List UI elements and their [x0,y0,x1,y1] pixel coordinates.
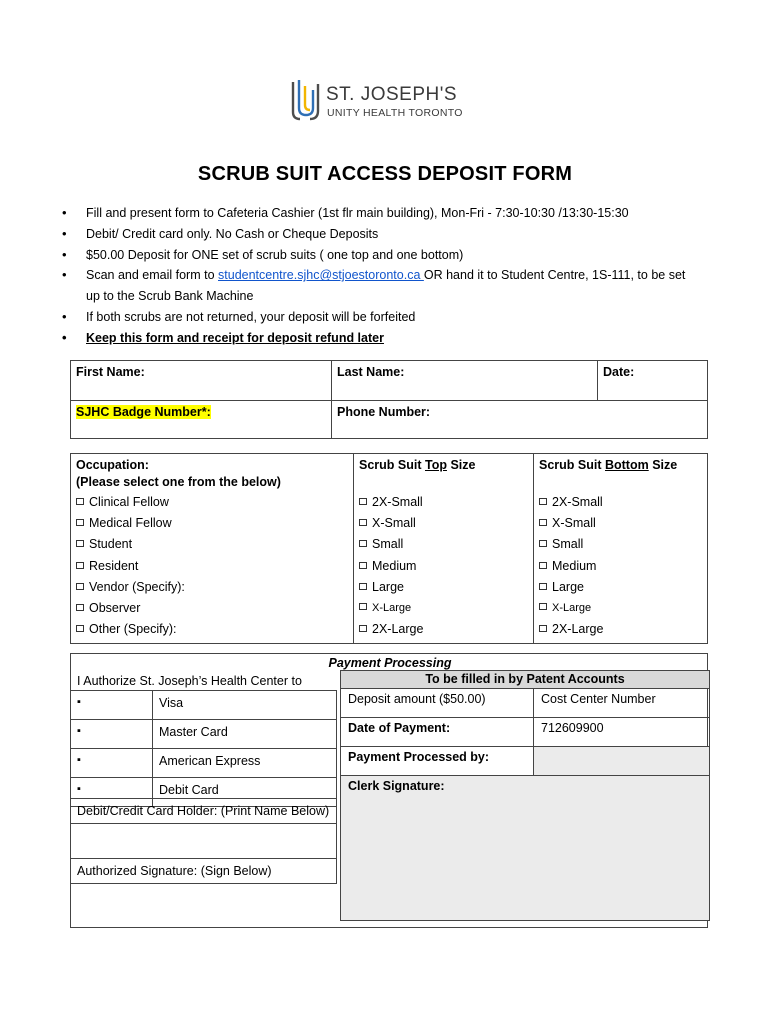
checkbox-icon[interactable] [76,562,84,569]
logo-subtitle: UNITY HEALTH TORONTO [327,107,463,119]
bottom-size-option[interactable]: X-Large [539,598,702,619]
accounts-table [340,670,710,921]
checkbox-icon[interactable] [539,603,547,610]
bottom-size-option[interactable]: 2X-Small [539,492,702,513]
date-field[interactable] [598,361,708,401]
form-title: SCRUB SUIT ACCESS DEPOSIT FORM [197,163,573,185]
bottom-size-option[interactable]: Large [539,577,702,598]
bottom-size-column [534,454,708,644]
instruction-item: • Debit/ Credit card only. No Cash or Cheque Deposits [60,224,720,245]
top-size-option[interactable]: Large [359,577,528,598]
checkbox-icon[interactable] [359,519,367,526]
badge-number-label: SJHC Badge Number*: [76,405,211,419]
card-label: Master Card [153,720,337,749]
top-size-option[interactable]: 2X-Large [359,619,528,640]
checkbox-icon[interactable] [76,540,84,547]
first-name-field[interactable] [71,361,332,401]
checkbox-icon[interactable] [359,625,367,632]
occupation-option[interactable]: Resident [76,556,348,577]
top-size-option[interactable]: X-Large [359,598,528,619]
occupation-option[interactable]: Observer [76,598,348,619]
checkbox-icon[interactable] [539,498,547,505]
instruction-item: • If both scrubs are not returned, your deposit will be forfeited [60,307,720,328]
bullet-icon: ▪ [71,720,153,749]
phone-number-field[interactable] [332,401,708,439]
instruction-text: up to the Scrub Bank Machine [86,289,254,304]
top-size-option[interactable]: 2X-Small [359,492,528,513]
top-size-option[interactable]: Small [359,534,528,555]
occupation-option[interactable]: Other (Specify): [76,619,348,640]
bottom-size-option[interactable]: X-Small [539,513,702,534]
instruction-item: • Keep this form and receipt for deposit refund later [60,328,720,349]
cost-center-label: Cost Center Number [534,689,710,718]
card-label: Debit Card [153,778,337,807]
bullet-icon: ▪ [71,778,153,807]
occupation-option[interactable]: Vendor (Specify): [76,577,348,598]
date-label: Date: [603,365,635,379]
bullet-icon: ▪ [71,749,153,778]
checkbox-icon[interactable] [539,519,547,526]
badge-number-field[interactable] [71,401,332,439]
bottom-size-header: Scrub Suit Bottom Size [539,458,678,472]
instruction-item: • $50.00 Deposit for ONE set of scrub suits ( one top and one bottom) [60,245,720,266]
bottom-size-option[interactable]: Medium [539,556,702,577]
cardholder-name-field[interactable] [71,824,337,859]
cost-center-value: 712609900 [534,718,710,747]
phone-number-label: Phone Number: [337,405,431,419]
checkbox-icon[interactable] [539,540,547,547]
card-option-visa[interactable] [71,691,337,720]
occupation-option[interactable]: Medical Fellow [76,513,348,534]
checkbox-icon[interactable] [76,604,84,611]
top-size-option[interactable]: Medium [359,556,528,577]
checkbox-icon[interactable] [76,625,84,632]
checkbox-icon[interactable] [359,498,367,505]
occupation-header: Occupation: [76,458,149,472]
card-option-amex[interactable] [71,749,337,778]
card-label: American Express [153,749,337,778]
personal-info-table [70,360,708,439]
checkbox-icon[interactable] [76,498,84,505]
top-size-header: Scrub Suit Top Size [359,458,476,472]
first-name-label: First Name: [76,365,145,379]
occupation-option[interactable]: Student [76,534,348,555]
checkbox-icon[interactable] [539,625,547,632]
top-size-option[interactable]: X-Small [359,513,528,534]
checkbox-icon[interactable] [76,583,84,590]
checkbox-icon[interactable] [359,540,367,547]
instructions-list [60,203,720,349]
cardholder-table [70,798,337,884]
checkbox-icon[interactable] [76,519,84,526]
bottom-size-option[interactable]: 2X-Large [539,619,702,640]
logo-name: ST. JOSEPH'S [326,84,458,105]
card-option-mastercard[interactable] [71,720,337,749]
payment-title: Payment Processing [328,656,452,670]
card-label: Visa [153,691,337,720]
deposit-amount-label: Deposit amount ($50.00) [341,689,534,718]
top-size-column [354,454,534,644]
checkbox-icon[interactable] [359,583,367,590]
bullet-icon: ▪ [71,691,153,720]
checkbox-icon[interactable] [539,583,547,590]
card-type-table [70,690,337,807]
checkbox-icon[interactable] [539,562,547,569]
accounts-header: To be filled in by Patent Accounts [341,671,710,689]
hospital-logo [290,78,480,124]
occupation-column [71,454,354,644]
bottom-size-option[interactable]: Small [539,534,702,555]
instruction-item: • Fill and present form to Cafeteria Cashier (1st flr main building), Mon-Fri - 7:30-10:30 /13:30-15:30 [60,203,720,224]
checkbox-icon[interactable] [359,603,367,610]
payment-processed-by-field[interactable]: Payment Processed by: [341,747,534,776]
instruction-item [60,265,720,307]
logo-mark-icon [290,78,322,122]
last-name-field[interactable] [332,361,598,401]
cardholder-label: Debit/Credit Card Holder: (Print Name Below) [71,799,337,824]
checkbox-icon[interactable] [359,562,367,569]
clerk-signature-field[interactable]: Clerk Signature: [341,776,710,921]
selection-table [70,453,708,644]
date-of-payment-field[interactable]: Date of Payment: [341,718,534,747]
last-name-label: Last Name: [337,365,405,379]
instruction-text: Scan and email form to [86,268,219,283]
signature-label: Authorized Signature: (Sign Below) [71,859,337,884]
instruction-text: OR hand it to Student Centre, 1S-111, to be set [423,268,686,283]
authorize-text: I Authorize St. Joseph’s Health Center to [77,674,302,688]
empty-cell [534,747,710,776]
occupation-option[interactable]: Clinical Fellow [76,492,348,513]
email-link[interactable]: studentcentre.sjhc@stjoestoronto.ca [218,268,424,283]
occupation-instruction: (Please select one from the below) [76,475,281,489]
